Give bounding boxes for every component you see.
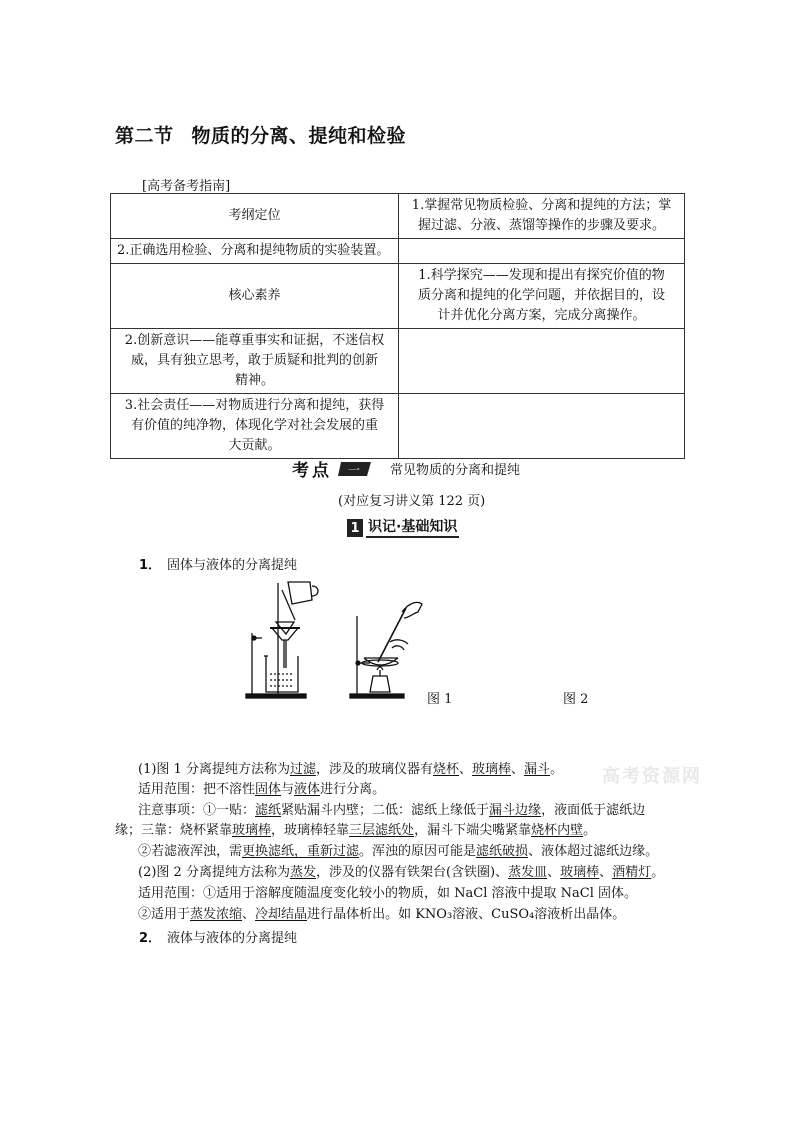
cell-line: 精神。 bbox=[234, 373, 274, 388]
cell-line: 大贡献。 bbox=[228, 438, 281, 453]
section-name: 物质的分离、提纯和检验 bbox=[191, 125, 407, 147]
table-cell: 核心素养 bbox=[111, 264, 399, 329]
kaodian-title: 常见物质的分离和提纯 bbox=[390, 463, 521, 478]
kaodian-header bbox=[292, 456, 520, 481]
subheading-number: 1． bbox=[139, 558, 162, 573]
paragraph: 缘；三靠：烧杯紧靠玻璃棒，玻璃棒轻靠三层滤纸处，漏斗下端尖嘴紧靠烧杯内壁。 bbox=[115, 823, 597, 838]
subheading-2 bbox=[139, 927, 297, 946]
evaporation-apparatus-icon bbox=[350, 602, 422, 698]
table-cell bbox=[111, 329, 399, 394]
figure-1-label: 图 1 bbox=[427, 692, 453, 707]
section-number: 第二节 bbox=[115, 125, 174, 147]
cell-line: 握过滤、分液、蒸馏等操作的步骤及要求。 bbox=[417, 218, 665, 233]
reference-note: (对应复习讲义第 122 页) bbox=[338, 494, 486, 509]
table-cell bbox=[399, 329, 685, 394]
paragraph: (2)图 2 分离提纯方法称为蒸发，涉及的仪器有铁架台(含铁圈)、蒸发皿、玻璃棒、酒精灯。 bbox=[138, 865, 665, 880]
table-row bbox=[111, 239, 685, 264]
kaodian-badge-icon bbox=[338, 460, 372, 478]
guide-table bbox=[110, 193, 685, 459]
section-number-badge: 1 bbox=[347, 519, 363, 537]
subheading-text: 液体与液体的分离提纯 bbox=[167, 931, 298, 946]
subheading-1 bbox=[139, 554, 297, 573]
table-row bbox=[111, 329, 685, 394]
table-cell bbox=[399, 394, 685, 459]
section-heading bbox=[347, 518, 459, 538]
watermark: 高考资源网 bbox=[602, 766, 702, 787]
paragraph: ②适用于蒸发浓缩、冷却结晶进行晶体析出。如 KNO₃溶液、CuSO₄溶液析出晶体。 bbox=[138, 907, 626, 922]
cell-line: 1.掌握常见物质检验、分离和提纯的方法；掌 bbox=[411, 198, 672, 213]
paragraph: (1)图 1 分离提纯方法称为过滤，涉及的玻璃仪器有烧杯、玻璃棒、漏斗。 bbox=[138, 762, 564, 777]
paragraph: 适用范围：①适用于溶解度随温度变化较小的物质，如 NaCl 溶液中提取 NaCl 固体。 bbox=[138, 886, 637, 901]
table-row bbox=[111, 194, 685, 239]
table-cell bbox=[111, 394, 399, 459]
guide-label: [高考备考指南] bbox=[142, 179, 231, 194]
cell-line: 1.科学探究——发现和提出有探究价值的物 bbox=[418, 268, 665, 283]
page-title bbox=[115, 121, 406, 148]
paragraph: 注意事项：①一贴：滤纸紧贴漏斗内壁；二低：滤纸上缘低于漏斗边缘，液面低于滤纸边 bbox=[138, 803, 646, 818]
table-cell bbox=[399, 264, 685, 329]
cell-line: 计并优化分离方案，完成分离操作。 bbox=[437, 308, 646, 323]
table-row bbox=[111, 394, 685, 459]
filtration-apparatus-icon bbox=[246, 582, 318, 698]
kaodian-badge: 一 bbox=[347, 462, 361, 477]
cell-line: 2.创新意识——能尊重事实和证据，不迷信权 bbox=[124, 333, 385, 348]
table-cell bbox=[399, 239, 685, 264]
cell-line: 质分离和提纯的化学问题，并依据目的，设 bbox=[417, 288, 665, 303]
section-heading-text: 识记·基础知识 bbox=[366, 518, 459, 538]
figure-2-label: 图 2 bbox=[563, 692, 589, 707]
table-cell: 2.正确选用检验、分离和提纯物质的实验装置。 bbox=[111, 239, 399, 264]
table-cell bbox=[399, 194, 685, 239]
cell-line: 3.社会责任——对物质进行分离和提纯，获得 bbox=[124, 398, 385, 413]
subheading-text: 固体与液体的分离提纯 bbox=[167, 558, 298, 573]
paragraph: ②若滤液浑浊，需更换滤纸，重新过滤。浑浊的原因可能是滤纸破损、液体超过滤纸边缘。 bbox=[138, 844, 659, 859]
cell-line: 有价值的纯净物，体现化学对社会发展的重 bbox=[130, 418, 378, 433]
kaodian-label: 考点 bbox=[292, 461, 332, 481]
subheading-number: 2． bbox=[139, 931, 162, 946]
cell-line: 威，具有独立思考，敢于质疑和批判的创新 bbox=[130, 353, 378, 368]
table-cell: 考纲定位 bbox=[111, 194, 399, 239]
table-row bbox=[111, 264, 685, 329]
paragraph: 适用范围：把不溶性固体与液体进行分离。 bbox=[138, 782, 386, 797]
